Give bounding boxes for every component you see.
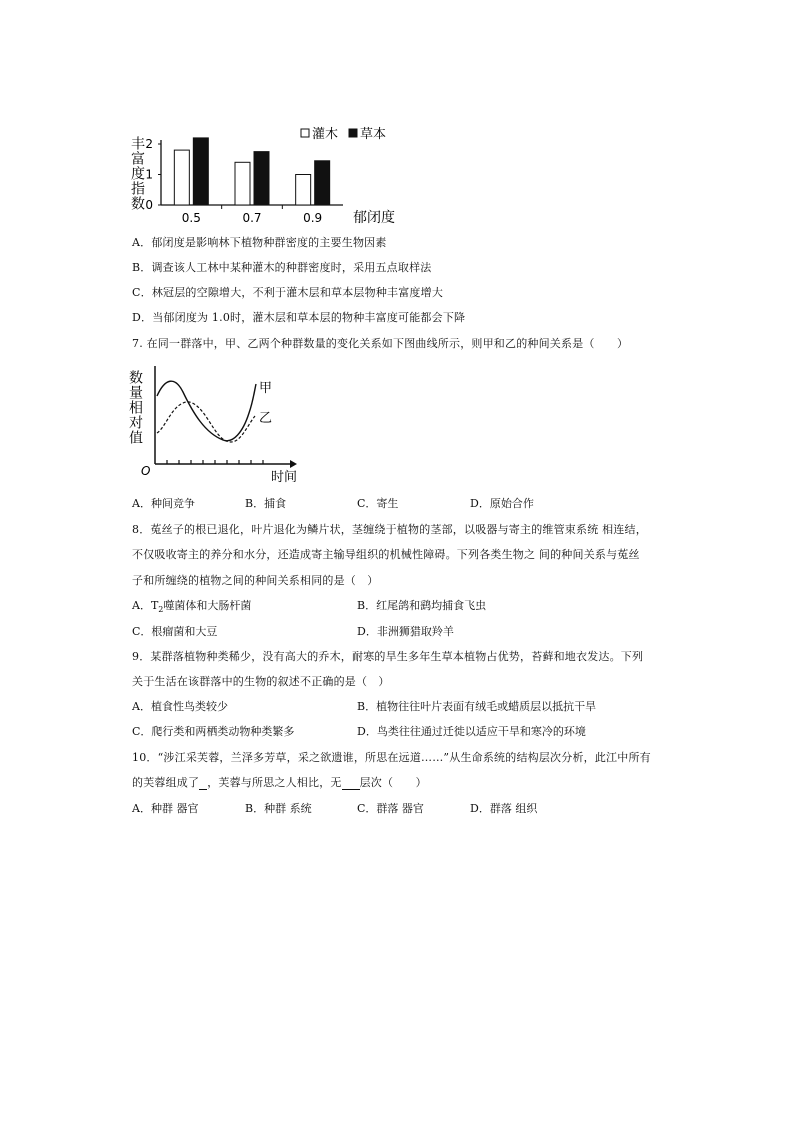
q8-option-a: A．$T_2$噬菌体和大肠杆菌 [132, 599, 252, 615]
richness-bar-chart [125, 118, 415, 230]
q8-option-c: C．根瘤菌和大豆 [132, 625, 218, 638]
bar-herb-0.7 [254, 152, 269, 205]
q8-line-2: 不仅吸收寄主的养分和水分，还造成寄主输导组织的机械性障碍。下列各类生物之 间的种间关系与菟丝 [132, 548, 640, 561]
q9-option-b: B．植物往往叶片表面有绒毛或蜡质层以抵抗干旱 [357, 700, 597, 713]
x-tick-label: 0.7 [242, 211, 262, 225]
q7-option-a: A．种间竞争 [132, 497, 195, 510]
series-jia-line [157, 381, 256, 441]
q7-xlabel: 时间 [271, 470, 298, 485]
q6-option-a: A．郁闭度是影响林下植物种群密度的主要生物因素 [132, 236, 387, 249]
q8-line-3: 子和所缠绕的植物之间的种间关系相同的是（ ） [132, 574, 379, 587]
q6-option-c: C．林冠层的空隙增大，不利于灌木层和草本层物种丰富度增大 [132, 286, 444, 299]
series-yi-label: 乙 [259, 411, 273, 426]
q7-option-c: C．寄生 [357, 497, 399, 510]
population-curve-chart [125, 358, 305, 486]
q7-x-arrow [290, 460, 297, 468]
bar-chart-xlabel: 郁闭度 [353, 210, 395, 226]
q8-option-b: B．红尾鸽和鹞均捕食飞虫 [357, 599, 487, 612]
bar-chart-ylabel: 丰富度指数 [129, 136, 145, 211]
bar-shrub-0.7 [235, 162, 250, 205]
q8-option-d: D．非洲狮猎取羚羊 [357, 625, 454, 638]
q9-option-d: D．鸟类往往通过迁徙以适应干旱和寒冷的环境 [357, 725, 586, 738]
q10-blank-1 [199, 776, 207, 790]
q8-line-1: 8．菟丝子的根已退化，叶片退化为鳞片状，茎缠绕于植物的茎部，以吸器与寄主的维管束系统 相连结， [132, 523, 647, 536]
y-tick-label: 1 [145, 167, 153, 182]
q9-line-1: 9．某群落植物种类稀少，没有高大的乔木，耐寒的旱生多年生草本植物占优势，苔藓和地衣发达。下列 [132, 650, 644, 663]
q9-line-2: 关于生活在该群落中的生物的叙述不正确的是（ ） [132, 675, 390, 688]
x-tick-label: 0.5 [181, 211, 201, 225]
bar-shrub-0.9 [296, 175, 311, 206]
q7-stem: 7. 在同一群落中，甲、乙两个种群数量的变化关系如下图曲线所示，则甲和乙的种间关系是（ ） [132, 337, 629, 350]
bar-shrub-0.5 [174, 150, 189, 205]
q6-option-b: B．调查该人工林中某种灌木的种群密度时，采用五点取样法 [132, 261, 432, 274]
q10-option-c: C．群落 器官 [357, 802, 424, 815]
legend-swatch-shrub [301, 129, 309, 137]
series-yi-line [157, 402, 255, 442]
y-tick-label: 0 [145, 198, 153, 212]
q6-option-d: D．当郁闭度为 1.0时，灌木层和草本层的物种丰富度可能都会下降 [132, 311, 466, 324]
x-tick-label: 0.9 [303, 211, 323, 225]
q10-option-d: D．群落 组织 [470, 802, 538, 815]
q9-option-c: C．爬行类和两栖类动物种类繁多 [132, 725, 295, 738]
q7-option-d: D．原始合作 [470, 497, 534, 510]
bar-herb-0.5 [193, 138, 208, 205]
q10-line-1: 10．“涉江采芙蓉，兰泽多芳草，采之欲遗谁，所思在远道……”从生命系统的结构层次分析，此江中所有 [132, 751, 651, 764]
y-tick-label: 2 [145, 137, 153, 151]
q7-origin: O [141, 464, 151, 478]
bar-herb-0.9 [315, 161, 330, 205]
series-jia-label: 甲 [259, 381, 273, 396]
q7-ylabel: 数量相对值 [127, 370, 143, 445]
q10-blank-2 [342, 776, 360, 790]
q7-option-b: B．捕食 [245, 497, 287, 510]
legend-label-herb: 草本 [360, 127, 387, 142]
legend-label-shrub: 灌木 [312, 127, 339, 142]
q10-option-b: B．种群 系统 [245, 802, 312, 815]
q9-option-a: A．植食性鸟类较少 [132, 700, 228, 713]
q10-option-a: A．种群 器官 [132, 802, 199, 815]
q10-line-2: 的芙蓉组成了 ，芙蓉与所思之人相比，无 层次（ ） [132, 776, 427, 789]
legend-swatch-herb [349, 129, 357, 137]
